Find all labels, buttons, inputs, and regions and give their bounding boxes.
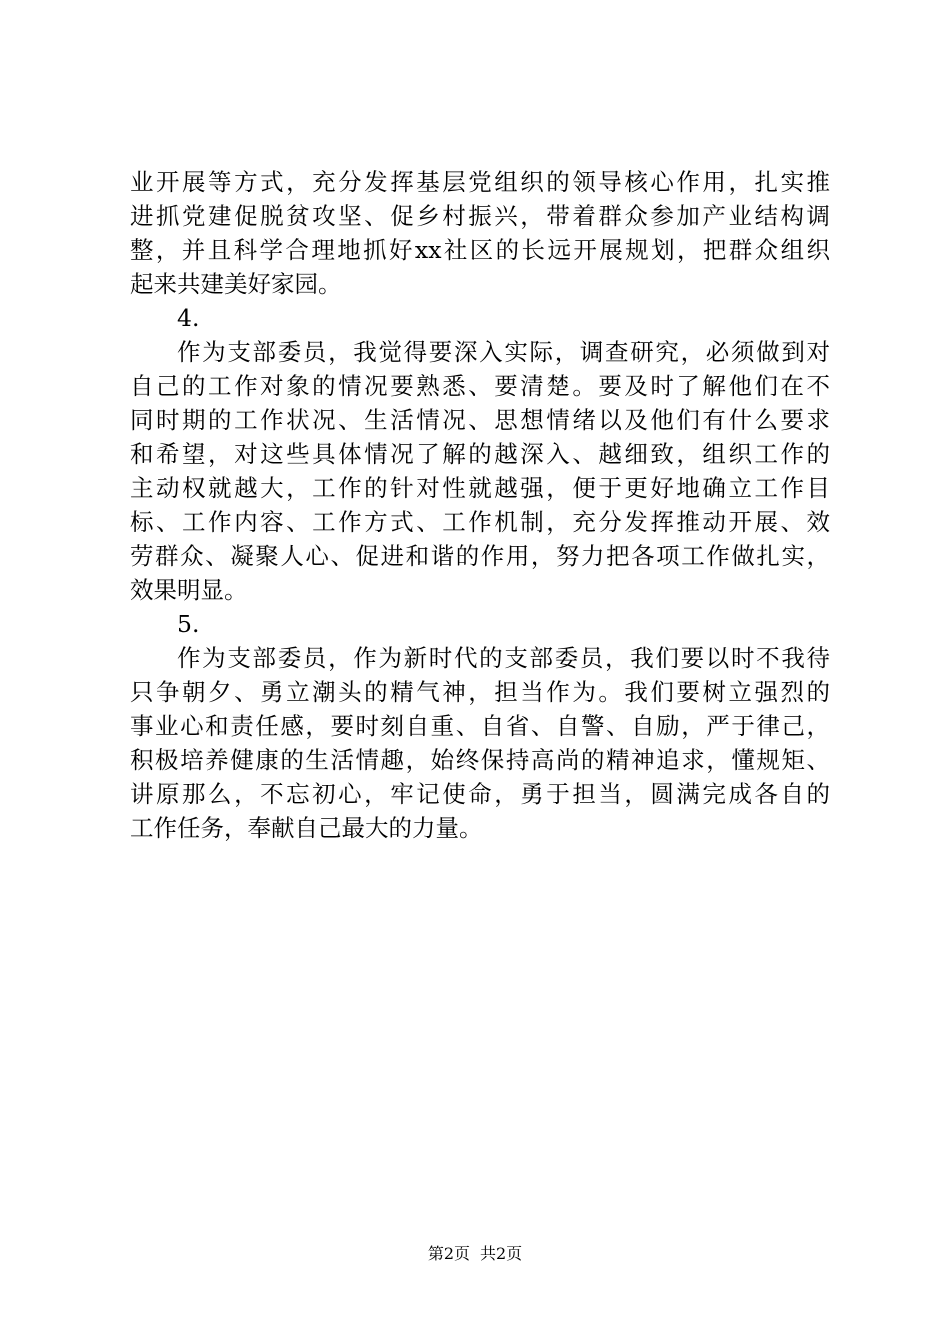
page-number-total: 共2页 [480,1244,523,1263]
page-number-current: 第2页 [427,1244,470,1263]
document-body [130,165,830,845]
section-number-4: 4. [177,304,200,332]
text-line: 自己的工作对象的情况要熟悉、要清楚。要及时了解他们在不 [130,372,830,400]
text-line: 起来共建美好家园。 [130,270,342,298]
text-line: 业开展等方式，充分发挥基层党组织的领导核心作用，扎实推 [130,168,830,196]
text-line: 主动权就越大，工作的针对性就越强，便于更好地确立工作目 [130,474,830,502]
text-line: 工作任务，奉献自己最大的力量。 [130,814,483,842]
text-line: 只争朝夕、勇立潮头的精气神，担当作为。我们要树立强烈的 [130,678,830,706]
text-line: 作为支部委员，作为新时代的支部委员，我们要以时不我待 [177,644,830,672]
text-line: 事业心和责任感，要时刻自重、自省、自警、自励，严于律己， [130,712,830,740]
text-line: 讲原那么，不忘初心，牢记使命，勇于担当，圆满完成各自的 [130,780,830,808]
text-line: 和希望，对这些具体情况了解的越深入、越细致，组织工作的 [130,440,830,468]
text-line: 整，并且科学合理地抓好xx社区的长远开展规划，把群众组织 [130,236,830,264]
section-number-5: 5. [177,610,200,638]
text-line: 标、工作内容、工作方式、工作机制，充分发挥推动开展、效 [130,508,830,536]
page-footer [0,1242,950,1266]
text-line: 进抓党建促脱贫攻坚、促乡村振兴，带着群众参加产业结构调 [130,202,830,230]
text-line: 作为支部委员，我觉得要深入实际，调查研究，必须做到对 [177,338,830,366]
text-line: 效果明显。 [130,576,248,604]
text-line: 积极培养健康的生活情趣，始终保持高尚的精神追求，懂规矩、 [130,746,830,774]
text-line: 劳群众、凝聚人心、促进和谐的作用，努力把各项工作做扎实， [130,542,830,570]
text-line: 同时期的工作状况、生活情况、思想情绪以及他们有什么要求 [130,406,830,434]
